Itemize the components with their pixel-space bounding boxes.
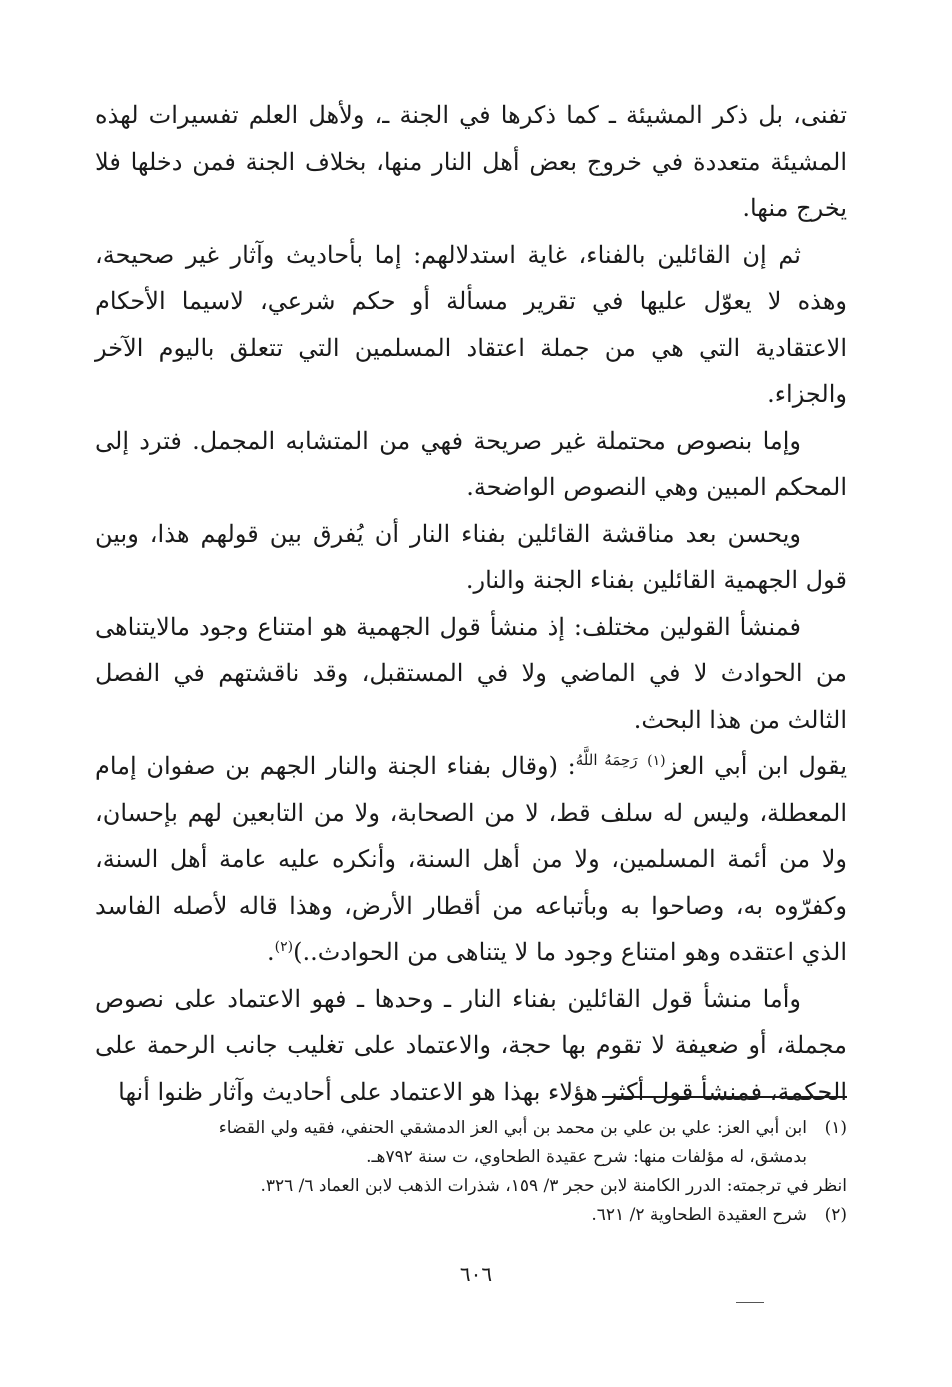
- footnote-2-text-1: شرح العقيدة الطحاوية ٢/ ٦٢١.: [591, 1205, 807, 1225]
- paragraph-7: وأما منشأ قول القائلين بفناء النار ـ وحدها ـ فهو الاعتماد على نصوص مجملة، أو ضعيفة لا تقوم بها حجة، والاعتماد على تغليب جانب الرحمة على الحكمة، فمنشأ قول أكثر هؤلاء بهذا هو الاعتماد على أحاديث وآثار ظنوا أنها: [95, 984, 847, 1106]
- footnote-separator: [602, 1096, 847, 1098]
- paragraph-1: تفنى، بل ذكر المشيئة ـ كما ذكرها في الجنة ـ، ولأهل العلم تفسيرات لهذه المشيئة متعددة في خروج بعض أهل النار منها، بخلاف الجنة فمن دخلها فلا يخرج منها.: [95, 101, 847, 222]
- paragraph-6: [95, 743, 847, 976]
- main-text: [95, 92, 847, 1115]
- page-number: ٦٠٦: [459, 1262, 493, 1286]
- footnote-1-line-2: بدمشق، له مؤلفات منها: شرح عقيدة الطحاوي، ت سنة ٧٩٢هـ.: [366, 1147, 807, 1167]
- paragraph-2: ثم إن القائلين بالفناء، غاية استدلالهم: إما بأحاديث وآثار غير صحيحة، وهذه لا يعوّل عليها في تقرير مسألة أو حكم شرعي، لاسيما الأحكام الاعتقادية التي هي من جملة اعتقاد المسلمين التي تتعلق باليوم الآخر والجزاء.: [95, 240, 847, 408]
- quote-text: : (وقال بفناء الجنة والنار الجهم بن صفوان إمام المعطلة، وليس له سلف قط، لا من الصحابة، ولا من التابعين لهم بإحسان، ولا من أئمة المسلمين، ولا من أهل السنة، وأنكره عليه عامة أهل السنة، وكفرّوه به، وصاحوا به وبأتباعه من أقطار الأرض، وهذا قاله لأصله الفاسد الذي اعتقده وهو امتناع وجود ما لا يتناهى من الحوادث..): [95, 752, 847, 966]
- footnote-2-number: (٢): [824, 1205, 847, 1225]
- footnote-1-number: (١): [824, 1118, 847, 1138]
- footnote-2-line-1: [112, 1201, 847, 1230]
- footnote-ref-2: (٢): [274, 939, 294, 955]
- quote-intro: يقول ابن أبي العز: [665, 752, 847, 780]
- footnote-1-line-1: [112, 1114, 847, 1143]
- paragraph-3: وإما بنصوص محتملة غير صريحة فهي من المتشابه المجمل. فترد إلى المحكم المبين وهي النصوص الواضحة.: [95, 426, 847, 501]
- footnotes: [112, 1114, 847, 1230]
- quote-end: .: [266, 938, 275, 966]
- footnote-1-line-3: انظر في ترجمته: الدرر الكامنة لابن حجر ٣/ ١٥٩، شذرات الذهب لابن العماد ٦/ ٣٢٦.: [260, 1176, 847, 1196]
- honorific-phrase: رَحِمَهُ اللَّهُ: [575, 751, 638, 769]
- footnote-ref-1: (١): [647, 753, 666, 769]
- paragraph-5: فمنشأ القولين مختلف: إذ منشأ قول الجهمية هو امتناع وجود مالايتناهى من الحوادث لا في الماضي ولا في المستقبل، وقد ناقشتهم في الفصل الثالث من هذا البحث.: [95, 612, 847, 734]
- page-body: [95, 92, 847, 1115]
- footnote-1-text-1: ابن أبي العز: علي بن علي بن محمد بن أبي العز الدمشقي الحنفي، فقيه ولي القضاء: [218, 1118, 807, 1138]
- bottom-mark: [736, 1302, 764, 1303]
- paragraph-4: ويحسن بعد مناقشة القائلين بفناء النار أن يُفرق بين قولهم هذا، وبين قول الجهمية القائلين بفناء الجنة والنار.: [95, 519, 847, 594]
